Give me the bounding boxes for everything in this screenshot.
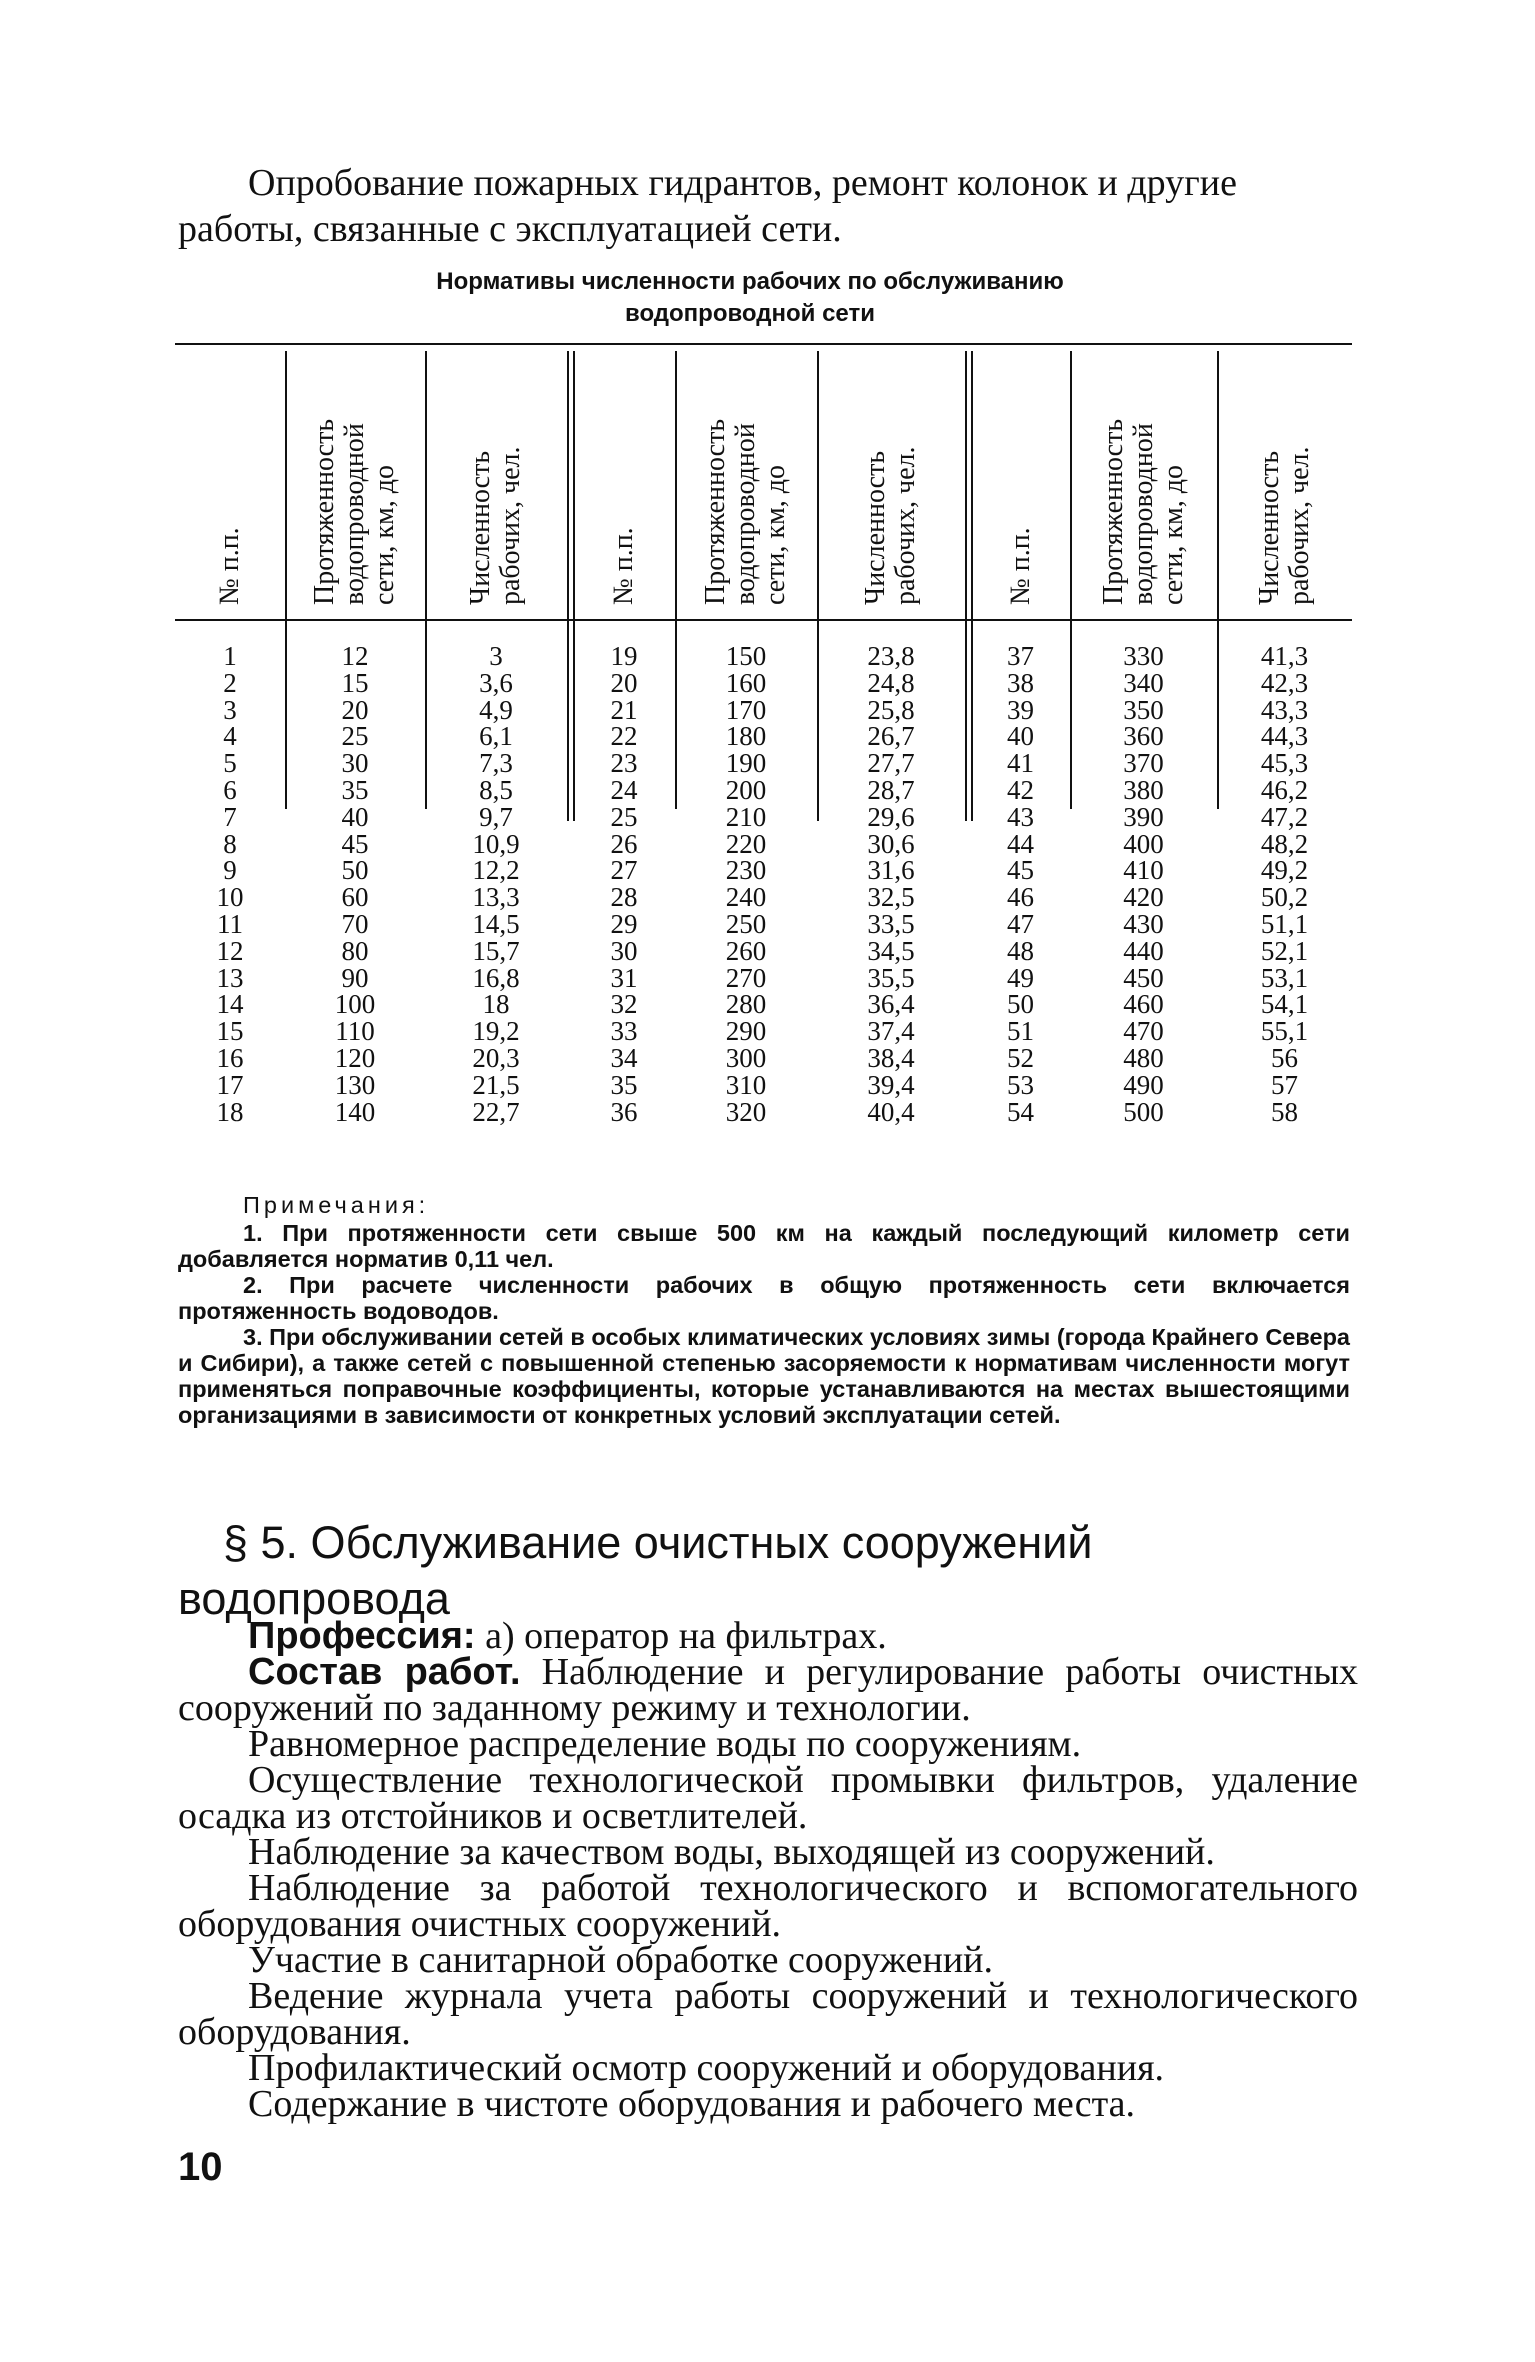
col-length-3 (1070, 643, 1217, 1125)
table-cell: 50 (1007, 989, 1034, 1020)
table-cell: 80 (341, 935, 369, 966)
table-cell: 420 (1123, 882, 1164, 913)
header-length-2: Протяженность водопроводной сети, км, до (700, 418, 791, 605)
table-cell: 2 (223, 667, 237, 698)
body-paragraph: Равномерное распределение воды по сооружениям. (248, 1723, 1082, 1765)
table-cell: 33,5 (867, 908, 915, 939)
table-cell: 44 (1007, 828, 1034, 859)
table-cell: 22 (610, 721, 638, 752)
table-cell: 45 (341, 828, 369, 859)
table-cell: 100 (334, 989, 376, 1020)
table-cell: 3,6 (479, 667, 513, 698)
table-cell: 18 (216, 1096, 244, 1127)
table-cell: 300 (725, 1042, 767, 1073)
table-cell: 310 (725, 1069, 767, 1100)
table-cell: 1 (223, 641, 237, 671)
table-cell: 14,5 (472, 908, 520, 939)
table-cell: 43 (1007, 801, 1034, 832)
table-cell: 32 (610, 989, 638, 1020)
table-cell: 110 (335, 1016, 375, 1047)
table-cell: 20 (610, 667, 638, 698)
table-cell: 380 (1123, 774, 1164, 805)
table-cell: 25 (610, 801, 638, 832)
body-paragraph: Ведение журнала учета работы сооружений и технологического оборудования. (178, 1975, 1358, 2053)
header-length-1: Протяженность водопроводной сети, км, до (309, 418, 400, 605)
table-cell: 21,5 (472, 1069, 520, 1100)
table-caption-line-1: Нормативы численности рабочих по обслуживанию (436, 268, 1064, 295)
table-cell: 6 (223, 774, 237, 805)
table-cell: 5 (223, 748, 237, 779)
table-cell: 7,3 (479, 748, 513, 779)
intro-paragraph (178, 160, 1358, 252)
section-body (178, 1615, 1358, 2125)
col-workers-2 (817, 643, 965, 1125)
body-paragraph: Осуществление технологической промывки фильтров, удаление осадка из отстойников и осветлителей. (178, 1759, 1358, 1837)
body-paragraph: Профилактический осмотр сооружений и оборудования. (248, 2047, 1165, 2089)
table-cell: 200 (725, 774, 767, 805)
table-cell: 37,4 (867, 1016, 915, 1047)
table-cell: 50 (341, 855, 369, 886)
group-divider (965, 351, 967, 821)
table-cell: 430 (1123, 908, 1164, 939)
table-cell: 330 (1123, 641, 1164, 671)
table-cell: 56 (1271, 1042, 1298, 1073)
table-cell: 460 (1123, 989, 1164, 1020)
table-cell: 22,7 (472, 1096, 520, 1127)
table-cell: 35 (341, 774, 369, 805)
table-cell: 13,3 (472, 882, 520, 913)
table-cell: 260 (725, 935, 767, 966)
col-length-1 (285, 643, 425, 1125)
table-cell: 15,7 (472, 935, 520, 966)
table-cell: 24 (610, 774, 638, 805)
table-cell: 21 (610, 694, 638, 725)
table-cell: 26 (610, 828, 638, 859)
table-cell: 34 (610, 1042, 638, 1073)
table-cell: 35,5 (867, 962, 915, 993)
table-cell: 27,7 (867, 748, 915, 779)
staffing-table (175, 343, 1352, 1165)
table-cell: 49,2 (1260, 855, 1309, 886)
table-cell: 29,6 (867, 801, 915, 832)
table-cell: 41 (1007, 748, 1034, 779)
table-cell: 47 (1007, 908, 1034, 939)
table-cell: 28 (610, 882, 638, 913)
table-cell: 43,3 (1260, 694, 1309, 725)
table-cell: 9 (223, 855, 237, 886)
table-cell: 130 (334, 1069, 376, 1100)
table-cell: 51 (1007, 1016, 1034, 1047)
table-cell: 48,2 (1260, 828, 1309, 859)
page-number: 10 (178, 2145, 223, 2189)
work-value: Наблюдение и регулирование работы очистных сооружений по заданному режиму и технологии. (178, 1651, 1358, 1729)
table-cell: 50,2 (1260, 882, 1309, 913)
table-cell: 180 (725, 721, 767, 752)
table-cell: 46 (1007, 882, 1034, 913)
col-num-2 (573, 643, 675, 1125)
table-cell: 30 (610, 935, 638, 966)
table-cell: 190 (725, 748, 767, 779)
table-cell: 150 (725, 641, 767, 671)
table-cell: 55,1 (1260, 1016, 1309, 1047)
table-cell: 350 (1123, 694, 1164, 725)
table-header-rule (175, 619, 1352, 621)
table-cell: 36 (610, 1096, 638, 1127)
work-label: Состав работ. (248, 1651, 521, 1693)
table-cell: 440 (1123, 935, 1164, 966)
table-cell: 54 (1007, 1096, 1034, 1127)
table-cell: 38,4 (867, 1042, 915, 1073)
table-cell: 29 (610, 908, 638, 939)
table-cell: 12 (216, 935, 244, 966)
table-cell: 4 (223, 721, 237, 752)
table-cell: 52 (1007, 1042, 1034, 1073)
table-cell: 15 (216, 1016, 244, 1047)
table-cell: 270 (725, 962, 767, 993)
intro-line-2: работы, связанные с эксплуатацией сети. (178, 208, 842, 250)
table-cell: 480 (1123, 1042, 1164, 1073)
header-workers-1: Численность рабочих, чел. (465, 446, 526, 605)
table-cell: 40,4 (867, 1096, 915, 1127)
table-cell: 25 (341, 721, 369, 752)
note-item: 1. При протяженности сети свыше 500 км на каждый последующий километр сети добавляется норматив 0,11 чел. (178, 1220, 1350, 1272)
table-cell: 23 (610, 748, 638, 779)
col-workers-3 (1217, 643, 1352, 1125)
table-cell: 250 (725, 908, 767, 939)
table-caption-line-2: водопроводной сети (625, 300, 875, 327)
table-cell: 210 (725, 801, 767, 832)
table-cell: 16,8 (472, 962, 520, 993)
profession-line (178, 1615, 1358, 1657)
table-cell: 12 (341, 641, 369, 671)
header-num-1: № п.п. (214, 527, 245, 605)
table-cell: 18 (482, 989, 510, 1020)
table-cell: 14 (216, 989, 244, 1020)
header-workers-3: Численность рабочих, чел. (1253, 446, 1315, 605)
table-cell: 42,3 (1260, 667, 1309, 698)
table-cell: 41,3 (1260, 641, 1309, 671)
table-cell: 25,8 (867, 694, 915, 725)
table-cell: 32,5 (867, 882, 915, 913)
table-cell: 15 (341, 667, 369, 698)
table-cell: 38 (1007, 667, 1034, 698)
table-cell: 490 (1123, 1069, 1164, 1100)
col-num-1 (175, 643, 285, 1125)
table-cell: 450 (1123, 962, 1164, 993)
header-workers-2: Численность рабочих, чел. (860, 446, 921, 605)
table-cell: 20 (341, 694, 369, 725)
profession-label: Профессия: (248, 1615, 476, 1657)
table-cell: 10,9 (472, 828, 520, 859)
table-cell: 20,3 (472, 1042, 520, 1073)
table-cell: 46,2 (1260, 774, 1309, 805)
note-item: 3. При обслуживании сетей в особых климатических условиях зимы (города Крайнего Севера и Сибири), а также сетей с повышенной степенью засоряемости к нормативам численности могут применяться поправочные коэффициенты, которые устанавливаются на местах вышестоящими организациями в зависимости от конкретных условий эксплуатации сетей. (178, 1324, 1350, 1428)
table-cell: 120 (334, 1042, 376, 1073)
table-cell: 7 (223, 801, 237, 832)
table-cell: 53,1 (1260, 962, 1309, 993)
table-cell: 60 (341, 882, 369, 913)
table-cell: 30,6 (867, 828, 915, 859)
table-cell: 390 (1123, 801, 1164, 832)
table-cell: 16 (216, 1042, 244, 1073)
table-cell: 34,5 (867, 935, 915, 966)
table-cell: 37 (1007, 641, 1034, 671)
table-cell: 39 (1007, 694, 1034, 725)
table-cell: 160 (725, 667, 767, 698)
table-cell: 19,2 (472, 1016, 520, 1047)
header-num-2: № п.п. (608, 527, 639, 605)
table-cell: 230 (725, 855, 767, 886)
table-cell: 290 (725, 1016, 767, 1047)
body-paragraph: Наблюдение за работой технологического и вспомогательного оборудования очистных сооружений. (178, 1867, 1358, 1945)
table-caption (300, 266, 1200, 330)
table-cell: 27 (610, 855, 638, 886)
table-cell: 240 (725, 882, 767, 913)
table-cell: 360 (1123, 721, 1164, 752)
intro-line-1: Опробование пожарных гидрантов, ремонт колонок и другие (248, 162, 1237, 204)
table-cell: 53 (1007, 1069, 1034, 1100)
table-cell: 24,8 (867, 667, 915, 698)
table-cell: 170 (725, 694, 767, 725)
table-cell: 35 (610, 1069, 638, 1100)
notes-block (178, 1192, 1350, 1428)
table-cell: 320 (725, 1096, 767, 1127)
body-paragraph: Содержание в чистоте оборудования и рабочего места. (248, 2083, 1136, 2125)
table-cell: 26,7 (867, 721, 915, 752)
table-cell: 48 (1007, 935, 1034, 966)
table-cell: 220 (725, 828, 767, 859)
section-title: § 5. Обслуживание очистных сооружений водопровода (178, 1517, 1093, 1624)
table-cell: 11 (217, 908, 243, 939)
col-length-2 (675, 643, 817, 1125)
table-cell: 140 (334, 1096, 376, 1127)
table-cell: 13 (216, 962, 244, 993)
table-cell: 19 (610, 641, 638, 671)
table-cell: 52,1 (1260, 935, 1309, 966)
table-cell: 23,8 (867, 641, 915, 671)
col-workers-1 (425, 643, 567, 1125)
table-cell: 400 (1123, 828, 1164, 859)
table-cell: 90 (341, 962, 369, 993)
header-length-3: Протяженность водопроводной сети, км, до (1097, 418, 1189, 605)
note-item: 2. При расчете численности рабочих в общую протяженность сети включается протяженность водоводов. (178, 1272, 1350, 1324)
col-num-3 (971, 643, 1070, 1125)
table-cell: 8,5 (479, 774, 513, 805)
notes-heading: Примечания: (243, 1192, 430, 1218)
table-cell: 39,4 (867, 1069, 915, 1100)
table-cell: 49 (1007, 962, 1034, 993)
body-paragraph: Участие в санитарной обработке сооружений. (248, 1939, 993, 1981)
table-cell: 54,1 (1260, 989, 1309, 1020)
table-cell: 370 (1123, 748, 1164, 779)
table-cell: 33 (610, 1016, 638, 1047)
table-cell: 6,1 (479, 721, 513, 752)
table-cell: 44,3 (1260, 721, 1309, 752)
table-cell: 42 (1007, 774, 1034, 805)
table-cell: 36,4 (867, 989, 915, 1020)
table-cell: 8 (223, 828, 237, 859)
table-cell: 12,2 (472, 855, 520, 886)
work-line (178, 1651, 1358, 1729)
table-cell: 40 (1007, 721, 1034, 752)
table-cell: 470 (1123, 1016, 1164, 1047)
table-cell: 58 (1271, 1096, 1298, 1127)
table-cell: 17 (216, 1069, 244, 1100)
profession-value: а) оператор на фильтрах. (475, 1615, 887, 1657)
table-cell: 28,7 (867, 774, 915, 805)
table-cell: 3 (489, 641, 503, 671)
header-num-3: № п.п. (1004, 527, 1036, 605)
table-cell: 280 (725, 989, 767, 1020)
table-cell: 45,3 (1260, 748, 1309, 779)
table-cell: 3 (223, 694, 237, 725)
table-cell: 4,9 (479, 694, 513, 725)
table-cell: 40 (341, 801, 369, 832)
table-cell: 10 (216, 882, 244, 913)
group-divider (567, 351, 569, 821)
body-paragraph: Наблюдение за качеством воды, выходящей из сооружений. (248, 1831, 1215, 1873)
table-cell: 500 (1123, 1096, 1164, 1127)
table-cell: 340 (1123, 667, 1164, 698)
table-cell: 51,1 (1260, 908, 1309, 939)
table-cell: 30 (341, 748, 369, 779)
table-cell: 31,6 (867, 855, 915, 886)
table-cell: 70 (341, 908, 369, 939)
table-cell: 45 (1007, 855, 1034, 886)
table-cell: 47,2 (1260, 801, 1309, 832)
table-cell: 31 (610, 962, 638, 993)
table-cell: 410 (1123, 855, 1164, 886)
table-cell: 57 (1271, 1069, 1298, 1100)
table-cell: 9,7 (479, 801, 513, 832)
